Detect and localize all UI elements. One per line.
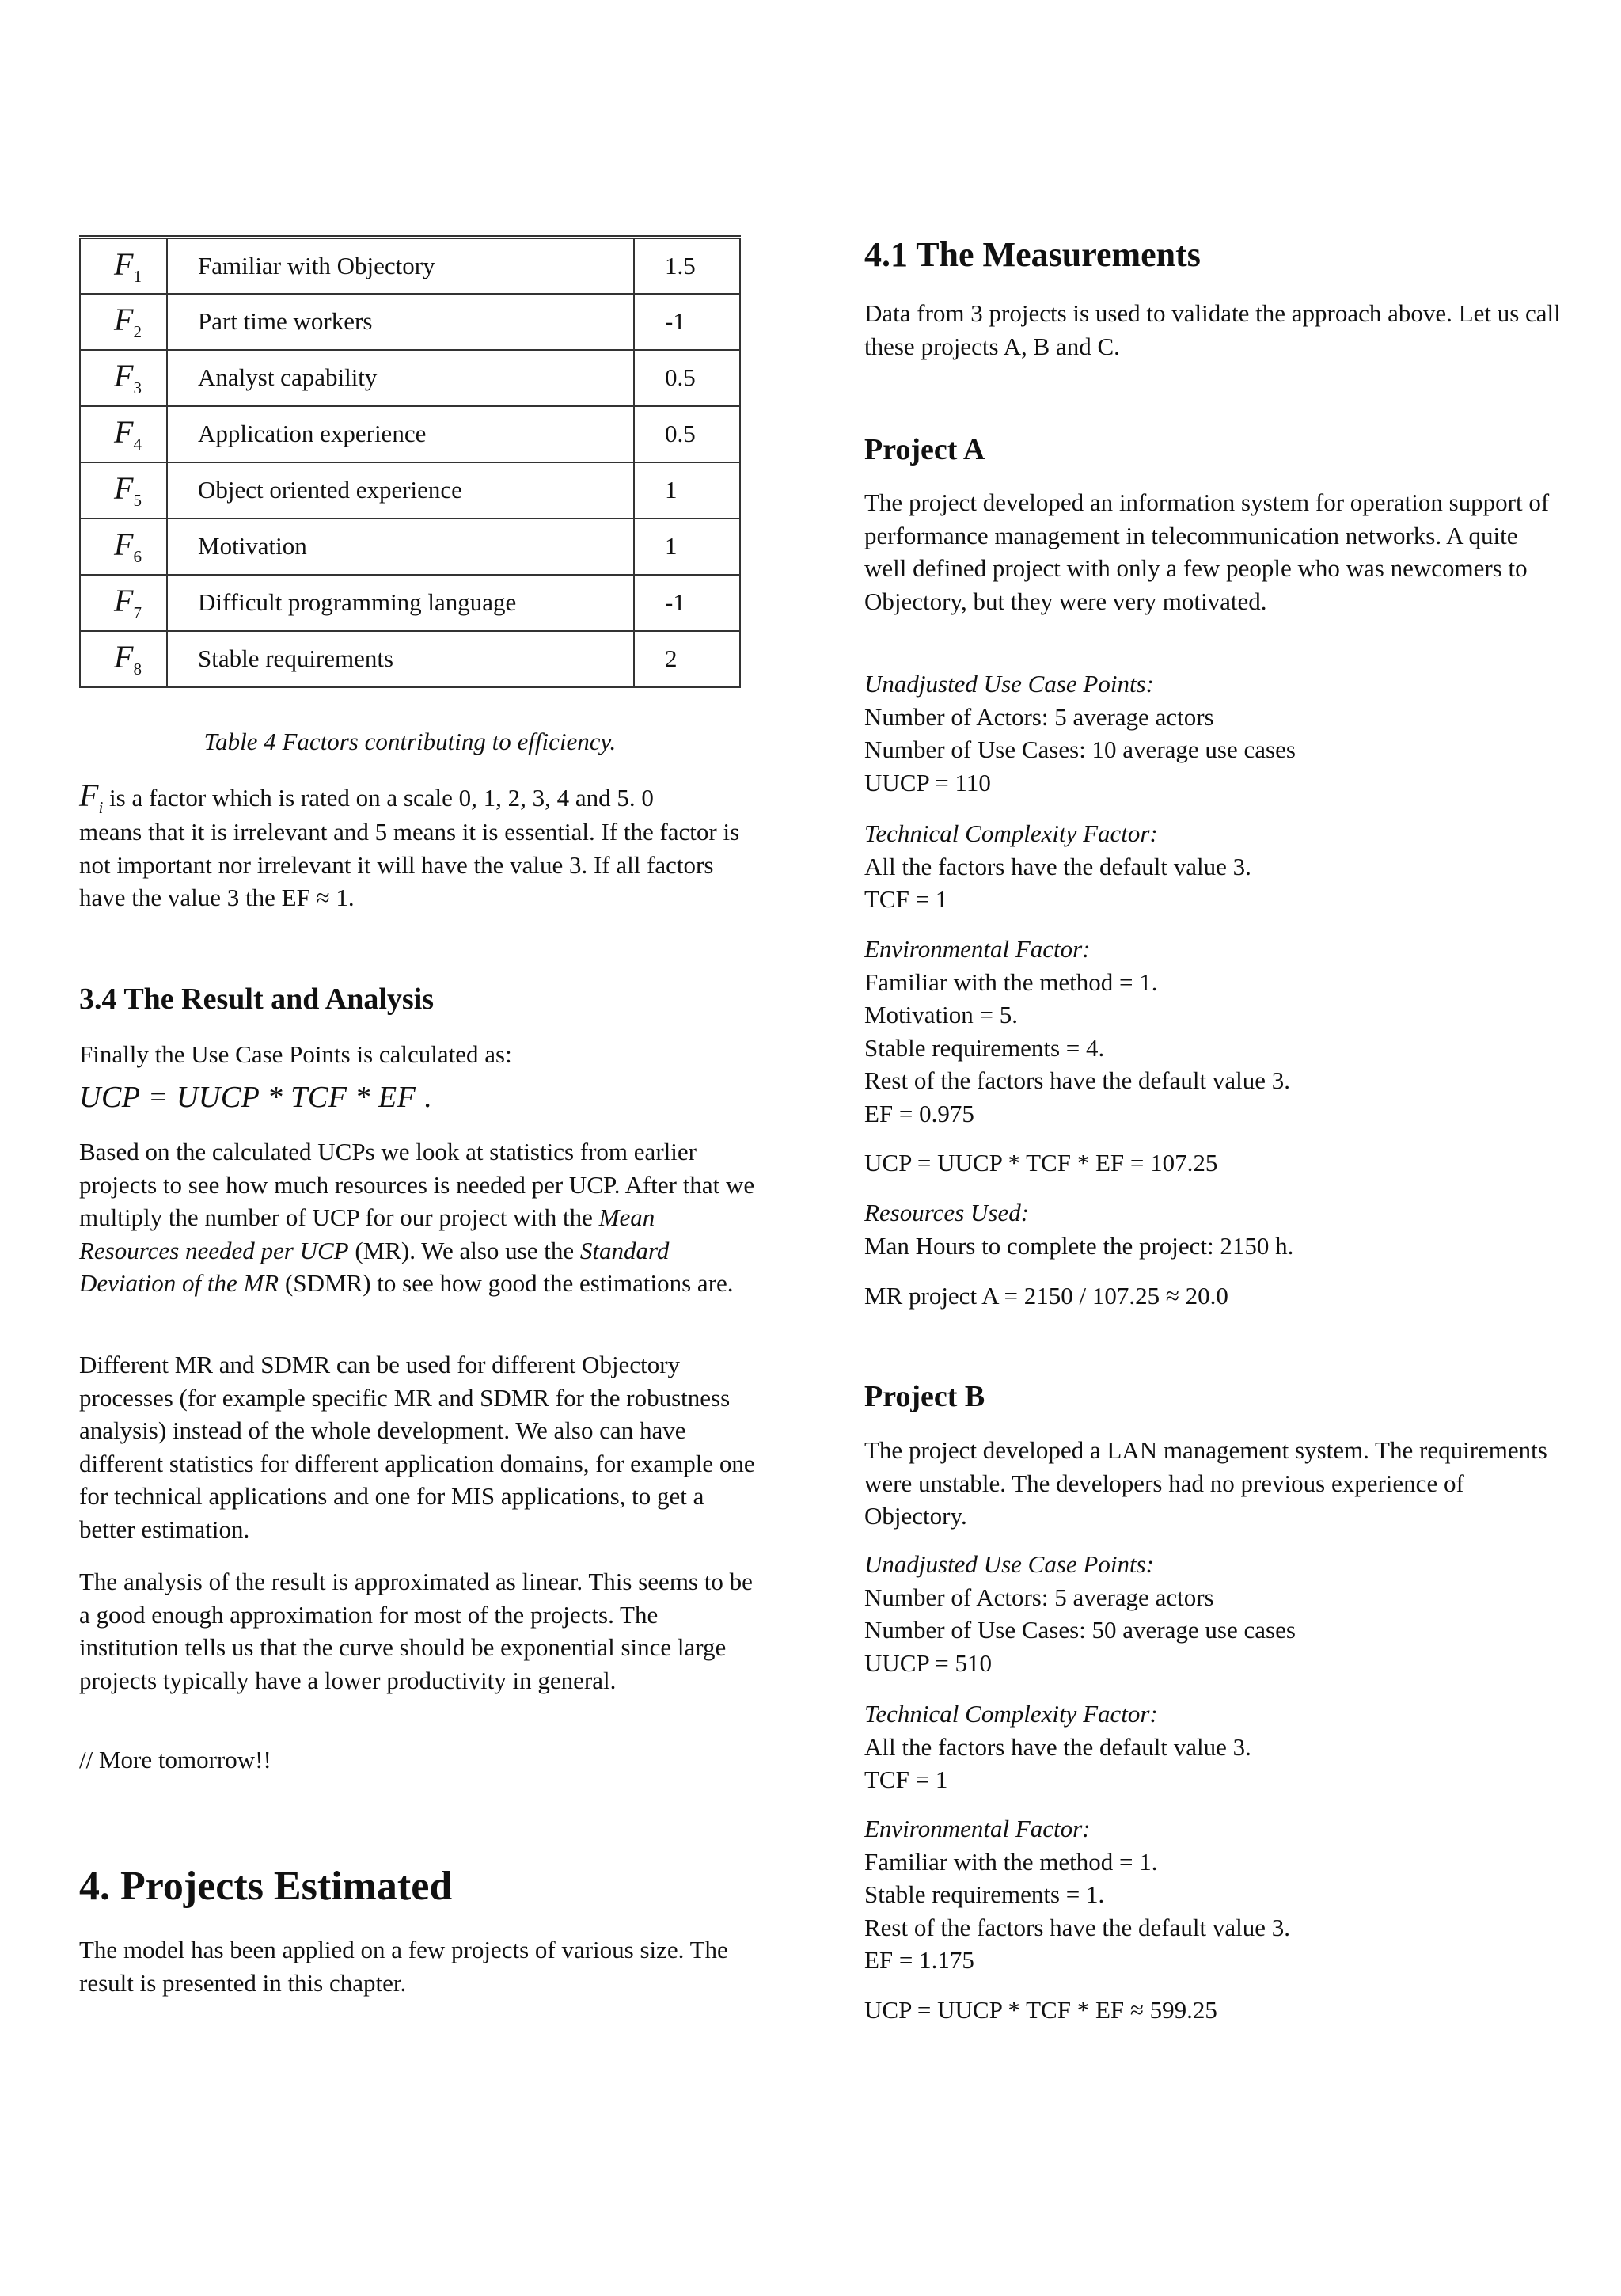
factor-name: Analyst capability [167, 350, 634, 406]
factor-value: 0.5 [634, 406, 740, 462]
sdmr-term: Standard Deviation of the MR [79, 1236, 670, 1297]
ef-label: Environmental Factor: [864, 1815, 1091, 1842]
fi-subscript: i [98, 798, 104, 817]
ef-label: Environmental Factor: [864, 935, 1091, 963]
ef-rest: Rest of the factors have the default value 3. [864, 1066, 1290, 1094]
section-3-4-heading: 3.4 The Result and Analysis [79, 983, 435, 1016]
analysis-paragraph: The analysis of the result is approximated as linear. This seems to be a good enough approximation for most of the projects. The institution tells us that the curve should be exponential since large projects typically have a lower productivity in general. [79, 1568, 753, 1694]
factor-symbol: $F_3$ [80, 350, 167, 406]
project-b-tcf [864, 1697, 1561, 1796]
resources-hours: Man Hours to complete the project: 2150 h. [864, 1231, 1294, 1260]
project-b-uucp [864, 1548, 1561, 1679]
section-4-1-heading: 4.1 The Measurements [864, 235, 1201, 274]
table-row [80, 406, 740, 462]
factor-symbol: $F_2$ [80, 294, 167, 350]
uucp-value: UUCP = 110 [864, 768, 991, 796]
project-b-ef [864, 1812, 1561, 1977]
uucp-label: Unadjusted Use Case Points: [864, 1550, 1154, 1578]
factor-name: Stable requirements [167, 631, 634, 687]
more-tomorrow: // More tomorrow!! [79, 1746, 271, 1773]
factor-value: 0.5 [634, 350, 740, 406]
factor-name: Part time workers [167, 294, 634, 350]
table-row [80, 631, 740, 687]
factor-name: Difficult programming language [167, 575, 634, 631]
project-a-heading: Project A [864, 433, 985, 466]
factor-name: Object oriented experience [167, 462, 634, 519]
project-b-ucp: UCP = UUCP * TCF * EF ≈ 599.25 [864, 1996, 1217, 2024]
section-4-text: The model has been applied on a few projects of various size. The result is presented in this chapter. [79, 1936, 728, 1997]
factor-value: 1 [634, 519, 740, 575]
factor-symbol: $F_6$ [80, 519, 167, 575]
project-b-description: The project developed a LAN management system. The requirements were unstable. The developers had no previous experience of Objectory. [864, 1436, 1547, 1530]
uucp-use-cases: Number of Use Cases: 10 average use cases [864, 736, 1296, 763]
factor-symbol: $F_1$ [80, 238, 167, 294]
table-row [80, 350, 740, 406]
factor-symbol: $F_4$ [80, 406, 167, 462]
table-row [80, 519, 740, 575]
processes-paragraph: Different MR and SDMR can be used for different Objectory processes (for example specific MR and SDMR for the robustness analysis) instead of the whole development. We also can have different statistics for different application domains, for example one for technical applications and one for MIS applications, to get a better estimation. [79, 1351, 755, 1543]
ef-value: EF = 0.975 [864, 1099, 974, 1127]
factor-symbol: $F_7$ [80, 575, 167, 631]
project-a-resources [864, 1196, 1561, 1262]
ef-stable: Stable requirements = 1. [864, 1880, 1105, 1908]
ef-rest: Rest of the factors have the default value 3. [864, 1913, 1290, 1941]
ef-familiar: Familiar with the method = 1. [864, 1847, 1158, 1876]
table-caption: Table 4 Factors contributing to efficiency. [203, 728, 617, 755]
project-a-mr: MR project A = 2150 / 107.25 ≈ 20.0 [864, 1282, 1228, 1310]
factor-name: Application experience [167, 406, 634, 462]
project-a-description: The project developed an information system for operation support of performance management in telecommunication networks. A quite well defined project with only a few people who was newcomers to Objectory, but they were very motivated. [864, 488, 1550, 615]
tcf-label: Technical Complexity Factor: [864, 819, 1158, 847]
project-a-ef [864, 933, 1561, 1130]
ucp-formula: UCP = UUCP * TCF * EF . [79, 1081, 432, 1114]
factors-table [79, 235, 741, 688]
factor-name: Motivation [167, 519, 634, 575]
section-4-heading: 4. Projects Estimated [79, 1864, 453, 1909]
ef-familiar: Familiar with the method = 1. [864, 967, 1158, 996]
fi-symbol: F [79, 777, 99, 813]
mr-paragraph: Based on the calculated UCPs we look at statistics from earlier projects to see how much resources is needed per UCP. After that we multiply the number of UCP for our project with the Mean Resources needed per UCP (MR). We also use the Standard Deviation of the MR (SDMR) to see how good the estimations are. [79, 1138, 755, 1297]
ef-value: EF = 1.175 [864, 1946, 974, 1974]
table-row [80, 238, 740, 294]
tcf-label: Technical Complexity Factor: [864, 1700, 1158, 1728]
factor-value: -1 [634, 575, 740, 631]
tcf-text: All the factors have the default value 3. [864, 852, 1251, 880]
factor-value: 1 [634, 462, 740, 519]
factor-value: -1 [634, 294, 740, 350]
project-b-heading: Project B [864, 1380, 985, 1413]
uucp-actors: Number of Actors: 5 average actors [864, 1583, 1214, 1611]
tcf-value: TCF = 1 [864, 885, 948, 913]
fi-text-2: means that it is irrelevant and 5 means it is essential. If the factor is not important nor irrelevant it will have the value 3. If all factors have the value 3 the EF ≈ 1. [79, 818, 740, 911]
project-a-tcf [864, 817, 1561, 916]
project-a-uucp [864, 667, 1561, 799]
uucp-actors: Number of Actors: 5 average actors [864, 702, 1214, 731]
fi-text-1: is a factor which is rated on a scale 0, 1, 2, 3, 4 and 5. 0 [103, 784, 654, 812]
uucp-label: Unadjusted Use Case Points: [864, 670, 1154, 698]
factor-symbol: $F_8$ [80, 631, 167, 687]
factor-name: Familiar with Objectory [167, 238, 634, 294]
section-4-1-text: Data from 3 projects is used to validate the approach above. Let us call these projects A, B and C. [864, 299, 1561, 360]
section-3-4-intro: Finally the Use Case Points is calculated as: [79, 1040, 512, 1068]
project-a-ucp: UCP = UUCP * TCF * EF = 107.25 [864, 1149, 1218, 1177]
ef-motivation: Motivation = 5. [864, 1001, 1019, 1028]
factor-symbol: $F_5$ [80, 462, 167, 519]
uucp-value: UUCP = 510 [864, 1648, 993, 1677]
factor-value: 1.5 [634, 238, 740, 294]
factor-value: 2 [634, 631, 740, 687]
table-row [80, 575, 740, 631]
ef-stable: Stable requirements = 4. [864, 1033, 1105, 1062]
mr-term: Mean Resources needed per UCP [79, 1203, 655, 1264]
table-row [80, 294, 740, 350]
table-row [80, 462, 740, 519]
resources-label: Resources Used: [864, 1199, 1030, 1226]
uucp-use-cases: Number of Use Cases: 50 average use cases [864, 1616, 1296, 1644]
tcf-text: All the factors have the default value 3. [864, 1732, 1251, 1761]
tcf-value: TCF = 1 [864, 1766, 948, 1793]
